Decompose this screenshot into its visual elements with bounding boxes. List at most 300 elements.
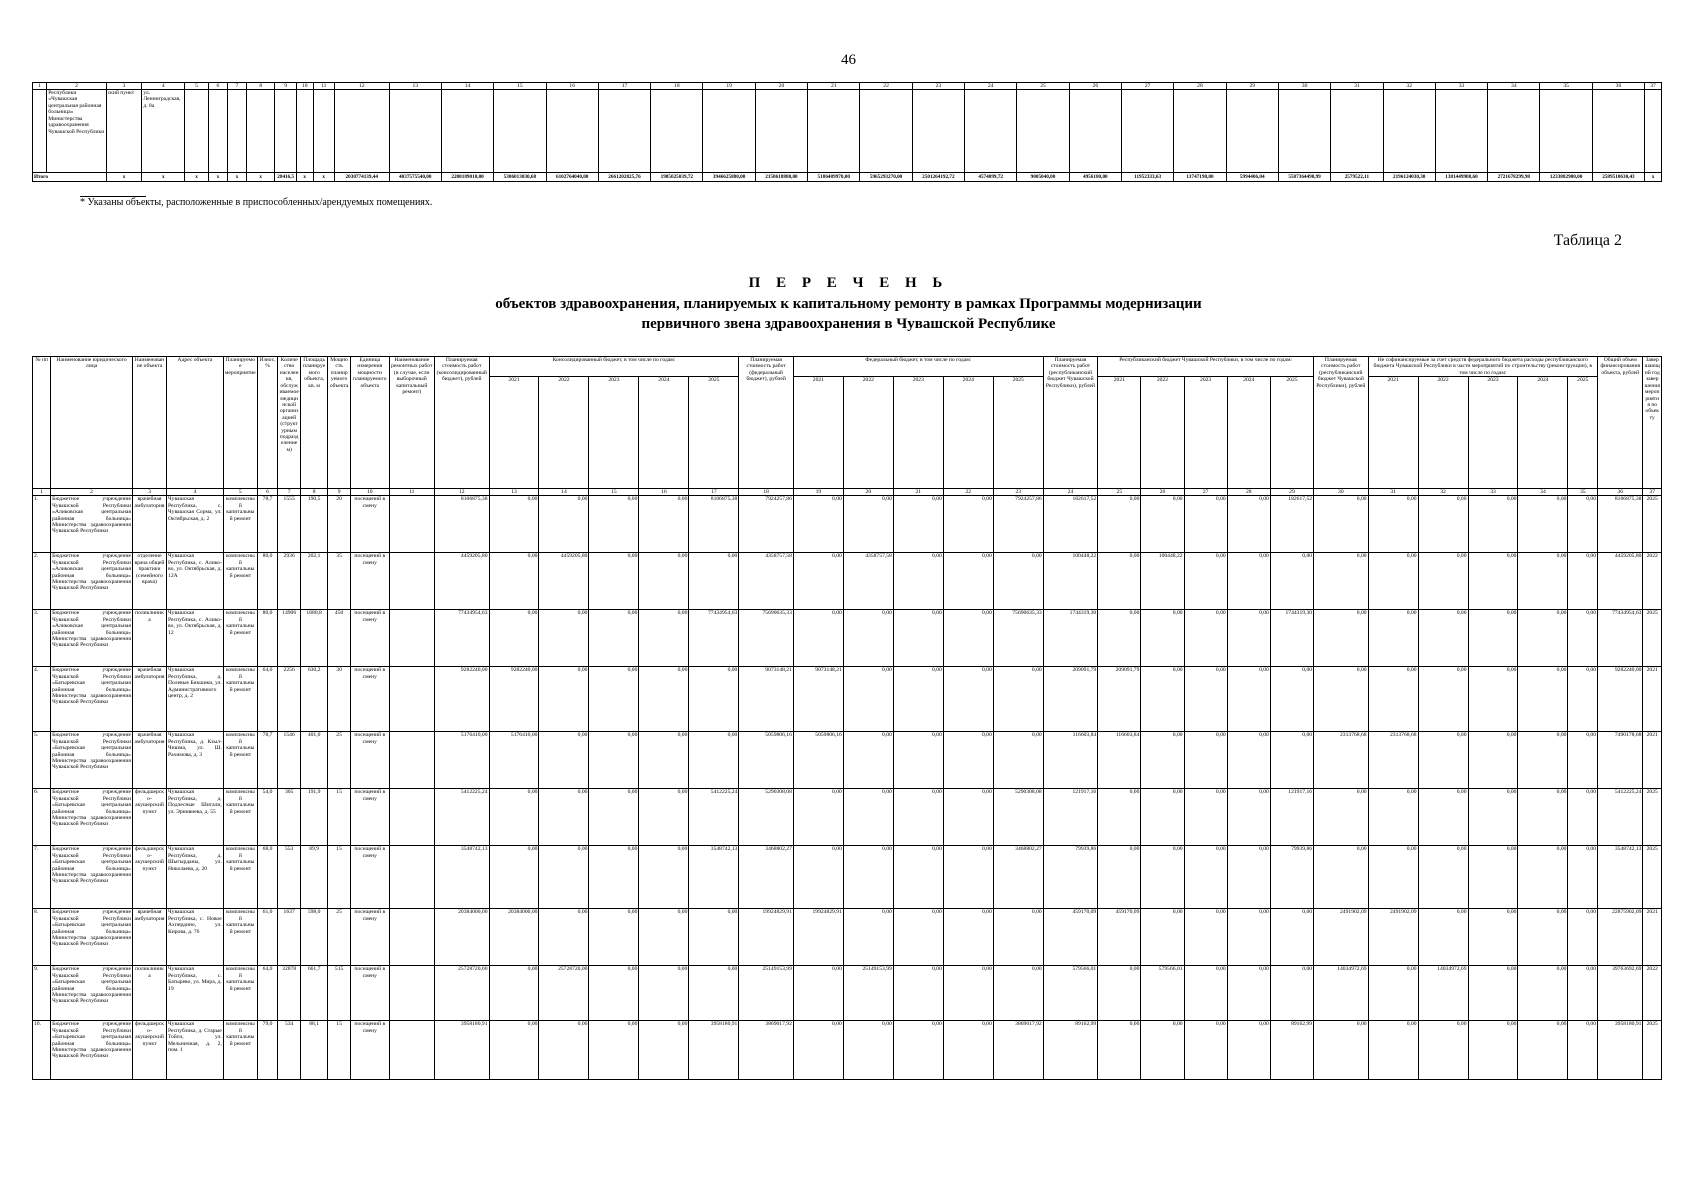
table-cell: 2313768,68: [1314, 732, 1369, 789]
column-number: 5: [223, 489, 257, 496]
column-number: 3: [132, 489, 166, 496]
column-number: 37: [1643, 489, 1662, 496]
table-cell: 0,00: [1518, 846, 1568, 909]
table-cell: 0,00: [589, 732, 639, 789]
total-cell: x: [208, 173, 227, 182]
table-cell: 0,00: [793, 610, 843, 667]
table-cell: 0,00: [1418, 667, 1468, 732]
table-cell: 0,00: [943, 789, 993, 846]
column-number: 10: [296, 83, 313, 90]
table-cell: [185, 90, 209, 173]
table-cell: 0,00: [1184, 732, 1227, 789]
table-cell: 0,00: [639, 553, 689, 610]
table-cell: 0,00: [793, 1021, 843, 1080]
header-group-consolidated: Консолидированный бюджет, в том числе по годам:: [489, 357, 739, 377]
table-cell: 100448,22: [1043, 553, 1098, 610]
table-cell: 0,00: [1518, 966, 1568, 1021]
table-cell: 0,00: [793, 846, 843, 909]
table-cell: 0,00: [539, 496, 589, 553]
table-cell: посещений в смену: [350, 667, 389, 732]
column-number: 14: [539, 489, 589, 496]
table-cell: Бюджетное учреждение Чувашской Республики «Батыревская центральная районная больница» Министерства здравоохранения Чувашской Республики: [51, 909, 133, 966]
table-cell: 0,00: [639, 667, 689, 732]
table-cell: 0,00: [589, 789, 639, 846]
table-cell: 0,00: [1270, 966, 1313, 1021]
table-cell: 459170,09: [1043, 909, 1098, 966]
table-cell: [441, 90, 493, 173]
table-cell: 5176410,00: [434, 732, 489, 789]
table-cell: Бюджетное учреждение Чувашской Республики «Аликовская центральная районная больница» Министерства здравоохранения Чувашской Республики: [51, 553, 133, 610]
table-cell: 0,00: [1184, 1021, 1227, 1080]
header-year-2025: 2025: [1270, 377, 1313, 489]
table-cell: 1744319,30: [1043, 610, 1098, 667]
document-title: П Е Р Е Ч Е Н Ь: [748, 275, 949, 291]
column-number: 31: [1368, 489, 1418, 496]
column-number-row: [33, 83, 1662, 90]
column-number: 21: [808, 83, 860, 90]
table-cell: 0,00: [1270, 553, 1313, 610]
column-number: 33: [1468, 489, 1518, 496]
table-cell: 305: [278, 789, 301, 846]
table-cell: 1546: [278, 732, 301, 789]
table-cell: 0,00: [1568, 553, 1598, 610]
table-cell: [1174, 90, 1226, 173]
table-cell: 64,0: [257, 667, 277, 732]
table-cell: Чувашская Республика, с. Новое Ахпердино, ул. Кирова, д. 76: [167, 909, 224, 966]
table-cell: 75690635,33: [739, 610, 794, 667]
table-cell: 0,00: [539, 846, 589, 909]
table-cell: 2021: [1643, 909, 1662, 966]
total-cell: 1233882980,00: [1540, 173, 1592, 182]
table-cell: фельдшерско-акушерский пункт: [132, 1021, 166, 1080]
header-rep-cost: Планируемая стоимость работ (республиканский бюджет Чувашской Республики), рублей: [1043, 357, 1098, 489]
table-cell: 10.: [33, 1021, 51, 1080]
table-cell: Бюджетное учреждение Чувашской Республики «Аликовская центральная районная больница» Министерства здравоохранения Чувашской Республики: [51, 496, 133, 553]
table-cell: 2025: [1643, 496, 1662, 553]
table-cell: 9.: [33, 966, 51, 1021]
table-cell: 0,00: [1098, 966, 1141, 1021]
column-number: 13: [389, 83, 441, 90]
table-cell: 0,00: [793, 789, 843, 846]
table-cell: 459170,09: [1098, 909, 1141, 966]
table-cell: 3468802,27: [739, 846, 794, 909]
table-cell: 0,00: [639, 610, 689, 667]
table-cell: 0,00: [893, 909, 943, 966]
table-cell: 0,00: [539, 1021, 589, 1080]
table-cell: 0,00: [689, 732, 739, 789]
header-year-2022: 2022: [539, 377, 589, 489]
table-cell: 0,00: [1098, 496, 1141, 553]
column-number: 15: [494, 83, 546, 90]
header-total-funding: Общий объем финансирования объекта, рублей: [1598, 357, 1643, 489]
table-cell: 190,5: [301, 496, 328, 553]
header-year-2021: 2021: [1098, 377, 1141, 489]
table-cell: 8106875,38: [689, 496, 739, 553]
table-cell: 0,00: [993, 909, 1043, 966]
column-number: 19: [793, 489, 843, 496]
table-cell: 5412225,24: [689, 789, 739, 846]
table-cell: 9282240,00: [434, 667, 489, 732]
table-cell: 0,00: [1568, 732, 1598, 789]
table-cell: 39763692,69: [1598, 966, 1643, 1021]
header-year-2022: 2022: [1141, 377, 1184, 489]
table-cell: 0,00: [539, 789, 589, 846]
column-number: 2: [47, 83, 106, 90]
header-capacity-unit: Единица измерения мощности планируемого объекта: [350, 357, 389, 489]
table-cell: Бюджетное учреждение Чувашской Республики «Батыревская центральная районная больница» Министерства здравоохранения Чувашской Республики: [51, 846, 133, 909]
column-number: 29: [1226, 83, 1278, 90]
column-number-row: [33, 489, 1662, 496]
table-cell: 0,00: [589, 909, 639, 966]
column-number: 34: [1488, 83, 1540, 90]
table-cell: 0,00: [843, 496, 893, 553]
table-cell: 5412225,24: [434, 789, 489, 846]
table-cell: 0,00: [893, 789, 943, 846]
column-number: 3: [106, 83, 142, 90]
table-cell: 20384000,00: [434, 909, 489, 966]
table-cell: 0,00: [893, 1021, 943, 1080]
footnote: * Указаны объекты, расположенные в приспособленных/арендуемых помещениях.: [80, 197, 433, 208]
table-cell: 579566,01: [1141, 966, 1184, 1021]
header-year-2023: 2023: [1184, 377, 1227, 489]
document-subtitle-line2: первичного звена здравоохранения в Чувашской Республике: [641, 316, 1056, 332]
table-cell: 64,0: [257, 966, 277, 1021]
table-cell: 0,00: [1368, 966, 1418, 1021]
table-cell: 0,00: [1184, 667, 1227, 732]
column-number: 24: [1043, 489, 1098, 496]
table-cell: 0,00: [1468, 966, 1518, 1021]
table-cell: 2025: [1643, 1021, 1662, 1080]
column-number: 33: [1435, 83, 1487, 90]
table-cell: Чувашская Республика, д. Подлесные Шигали, ул. Эрнивиева, д. 55: [167, 789, 224, 846]
table-cell: 88,1: [301, 1021, 328, 1080]
table-cell: фельдшерско-акушерский пункт: [132, 846, 166, 909]
table-cell: 0,00: [489, 1021, 539, 1080]
table-cell: 0,00: [993, 966, 1043, 1021]
total-cell: 2200189010,00: [441, 173, 493, 182]
table-cell: 0,00: [1314, 789, 1369, 846]
table-cell: 0,00: [793, 553, 843, 610]
table-cell: комплексный капитальный ремонт: [223, 610, 257, 667]
table-cell: 0,00: [489, 496, 539, 553]
table-cell: [389, 732, 434, 789]
table-cell: 0,00: [1227, 846, 1270, 909]
column-number: 20: [843, 489, 893, 496]
total-cell: 2150618880,00: [755, 173, 807, 182]
total-cell: x: [313, 173, 334, 182]
table-cell: 9073148,21: [793, 667, 843, 732]
table-cell: 0,00: [943, 667, 993, 732]
header-year-2021: 2021: [1368, 377, 1418, 489]
total-cell: 2721678299,98: [1488, 173, 1540, 182]
table-cell: 0,00: [1314, 553, 1369, 610]
table-cell: врачебная амбулатория: [132, 667, 166, 732]
total-cell: 11952333,63: [1121, 173, 1173, 182]
table-cell: комплексный капитальный ремонт: [223, 1021, 257, 1080]
table-cell: [1645, 90, 1662, 173]
column-number: 26: [1141, 489, 1184, 496]
table-cell: [1278, 90, 1330, 173]
column-number: 37: [1645, 83, 1662, 90]
table-cell: 0,00: [689, 553, 739, 610]
header-year-2023: 2023: [589, 377, 639, 489]
column-number: 23: [912, 83, 964, 90]
table-cell: 0,00: [1184, 789, 1227, 846]
table-cell: [389, 966, 434, 1021]
column-number: 8: [246, 83, 275, 90]
table-cell: [33, 90, 47, 173]
table-cell: 20384000,00: [489, 909, 539, 966]
table-cell: комплексный капитальный ремонт: [223, 732, 257, 789]
column-number: 4: [142, 83, 185, 90]
header-year-2023: 2023: [893, 377, 943, 489]
table-cell: 77434954,63: [689, 610, 739, 667]
table-cell: Чувашская Республика, с. Алико-во, ул. Октябрьская, д. 12А: [167, 553, 224, 610]
table-cell: комплексный капитальный ремонт: [223, 553, 257, 610]
table-cell: 0,00: [1368, 553, 1418, 610]
table-cell: 0,00: [1270, 732, 1313, 789]
table-cell: 2.: [33, 553, 51, 610]
column-number: 30: [1314, 489, 1369, 496]
table-cell: [1331, 90, 1383, 173]
table-cell: 0,00: [589, 610, 639, 667]
table-cell: 0,00: [843, 610, 893, 667]
table-cell: 0,00: [1468, 610, 1518, 667]
table-cell: 0,00: [843, 789, 893, 846]
table-cell: 0,00: [639, 1021, 689, 1080]
table-cell: Чувашская Республика, с. Алико-во, ул. Октябрьская, д. 12: [167, 610, 224, 667]
total-cell: 5965293270,00: [860, 173, 912, 182]
table-cell: 8.: [33, 909, 51, 966]
table-cell: Бюджетное учреждение Чувашской Республики «Батыревская центральная районная больница» Министерства здравоохранения Чувашской Республики: [51, 667, 133, 732]
table-row: [33, 732, 1662, 789]
table-row: [33, 909, 1662, 966]
column-number: 11: [313, 83, 334, 90]
table-cell: 0,00: [1227, 789, 1270, 846]
column-number: 4: [167, 489, 224, 496]
table-cell: 0,00: [1518, 610, 1568, 667]
table-cell: 75690635,33: [993, 610, 1043, 667]
header-population: Количество населения, обслуживаемое медицинской организацией (структурным подразделением): [278, 357, 301, 489]
table-cell: Чувашская Республика, д. Полевые Бикшики, ул. Административного центр, д. 2: [167, 667, 224, 732]
column-number: 21: [893, 489, 943, 496]
table-cell: 0,00: [1418, 846, 1468, 909]
table-cell: 2025: [1643, 846, 1662, 909]
header-group-federal: Федеральный бюджет, в том числе по годам:: [793, 357, 1043, 377]
table-cell: 0,00: [1518, 553, 1568, 610]
column-number: 18: [651, 83, 703, 90]
table-cell: [1383, 90, 1435, 173]
table-cell: 0,00: [1184, 846, 1227, 909]
table-cell: 0,00: [1368, 667, 1418, 732]
table-cell: 0,00: [1314, 1021, 1369, 1080]
table-cell: 3869017,92: [993, 1021, 1043, 1080]
table-cell: 0,00: [893, 553, 943, 610]
table-cell: поликлиника: [132, 966, 166, 1021]
table-cell: посещений в смену: [350, 553, 389, 610]
table-cell: Чувашская Республика, д. Кзыл-Чишма, ул. Ш. Рахимова, д. 3: [167, 732, 224, 789]
table-cell: 630,2: [301, 667, 328, 732]
table-cell: 0,00: [1227, 732, 1270, 789]
table-cell: 4459205,80: [1598, 553, 1643, 610]
table-cell: Бюджетное учреждение Чувашской Республики «Батыревская центральная районная больница» Министерства здравоохранения Чувашской Республики: [51, 789, 133, 846]
header-repair-works: Наименование ремонтных работ (в случае, если выборочный капитальный ремонт): [389, 357, 434, 489]
header-year-2025: 2025: [689, 377, 739, 489]
table-row: [33, 90, 1662, 173]
table-cell: 0,00: [1141, 667, 1184, 732]
table-cell: [1226, 90, 1278, 173]
table-cell: 0,00: [1518, 909, 1568, 966]
table-cell: Чувашская Республика, с. Батырево, ул. Мира, д. 19: [167, 966, 224, 1021]
table-cell: [389, 909, 434, 966]
column-number: 29: [1270, 489, 1313, 496]
table-cell: 0,00: [489, 846, 539, 909]
table-cell: 0,00: [1270, 909, 1313, 966]
table-cell: 191,9: [301, 789, 328, 846]
table-cell: 116603,84: [1098, 732, 1141, 789]
total-cell: 2661202825,76: [598, 173, 650, 182]
column-number: 12: [434, 489, 489, 496]
table-cell: 0,00: [1368, 846, 1418, 909]
table-cell: [912, 90, 964, 173]
table-cell: 2313768,68: [1368, 732, 1418, 789]
table-cell: 553: [278, 846, 301, 909]
table-cell: 0,00: [1418, 789, 1468, 846]
table-cell: 0,00: [489, 553, 539, 610]
table-cell: 0,00: [589, 496, 639, 553]
table-cell: 0,00: [539, 732, 589, 789]
table-cell: 121917,16: [1043, 789, 1098, 846]
column-number: 7: [227, 83, 246, 90]
header-year-2024: 2024: [639, 377, 689, 489]
table-cell: 15: [328, 789, 351, 846]
table-cell: 0,00: [1568, 966, 1598, 1021]
total-cell: x: [296, 173, 313, 182]
page-number: 46: [841, 52, 856, 68]
total-cell: 4037575540,00: [389, 173, 441, 182]
table-cell: 0,00: [1184, 610, 1227, 667]
table-cell: 0,00: [689, 966, 739, 1021]
table-cell: 0,00: [1141, 732, 1184, 789]
table-cell: [1069, 90, 1121, 173]
table-cell: 0,00: [1184, 909, 1227, 966]
table-cell: 2022: [1643, 966, 1662, 1021]
table-cell: Бюджетное учреждение Чувашской Республики «Батыревская центральная районная больница» Министерства здравоохранения Чувашской Республики: [51, 966, 133, 1021]
table-cell: [598, 90, 650, 173]
table-cell: 54,0: [257, 789, 277, 846]
total-cell: 6102764040,00: [546, 173, 598, 182]
column-number: 26: [1069, 83, 1121, 90]
header-legal-entity: Наименование юридического лица: [51, 357, 133, 489]
table-cell: 0,00: [1468, 846, 1518, 909]
column-number: 12: [334, 83, 389, 90]
total-cell: x: [246, 173, 275, 182]
table-cell: 0,00: [1098, 789, 1141, 846]
column-number: 11: [389, 489, 434, 496]
table-cell: 79939,86: [1043, 846, 1098, 909]
header-year-2024: 2024: [943, 377, 993, 489]
header-object-address: Адрес объекта: [167, 357, 224, 489]
total-cell: x: [106, 173, 142, 182]
table-cell: 0,00: [1098, 846, 1141, 909]
total-cell: x: [227, 173, 246, 182]
table-cell: [389, 846, 434, 909]
column-number: 36: [1598, 489, 1643, 496]
header-year-2021: 2021: [793, 377, 843, 489]
table-cell: 0,00: [893, 966, 943, 1021]
total-cell: 1985025039,72: [651, 173, 703, 182]
table-cell: 0,00: [1568, 610, 1598, 667]
column-number: 13: [489, 489, 539, 496]
table-cell: 79939,86: [1270, 846, 1313, 909]
total-cell: Итого: [33, 173, 107, 182]
table-cell: 0,00: [1368, 496, 1418, 553]
column-number: 32: [1383, 83, 1435, 90]
table-cell: 121917,16: [1270, 789, 1313, 846]
column-number: 10: [350, 489, 389, 496]
table-cell: 9282240,00: [489, 667, 539, 732]
table-cell: 0,00: [1468, 732, 1518, 789]
table-cell: 0,00: [1098, 553, 1141, 610]
table-cell: 0,00: [1468, 909, 1518, 966]
table-cell: 19924829,91: [793, 909, 843, 966]
table-cell: [1121, 90, 1173, 173]
table-cell: [296, 90, 313, 173]
table-cell: Бюджетное учреждение Чувашской Республики «Батыревская центральная районная больница» Министерства здравоохранения Чувашской Республики: [51, 732, 133, 789]
table-cell: 0,00: [943, 909, 993, 966]
table-cell: 0,00: [1568, 789, 1598, 846]
table-cell: 0,00: [1468, 496, 1518, 553]
table-cell: [389, 553, 434, 610]
table-cell: комплексный капитальный ремонт: [223, 846, 257, 909]
table-cell: 182617,52: [1043, 496, 1098, 553]
table-cell: комплексный капитальный ремонт: [223, 496, 257, 553]
table-cell: 25149153,99: [739, 966, 794, 1021]
table-cell: 2025: [1643, 610, 1662, 667]
column-number: 16: [639, 489, 689, 496]
table-row: [33, 496, 1662, 553]
table-cell: 32878: [278, 966, 301, 1021]
table-cell: 0,00: [1568, 667, 1598, 732]
table-cell: 0,00: [843, 846, 893, 909]
table-cell: 68,0: [257, 846, 277, 909]
column-number: 35: [1540, 83, 1592, 90]
table-cell: Бюджетное учреждение Чувашской Республики «Аликовская центральная районная больница» Министерства здравоохранения Чувашской Республики: [51, 610, 133, 667]
table-cell: 202,1: [301, 553, 328, 610]
header-object-name: Наименование объекта: [132, 357, 166, 489]
total-cell: x: [1645, 173, 1662, 182]
column-number: 2: [51, 489, 133, 496]
table-cell: отделение врача общей практики (семейного врача): [132, 553, 166, 610]
table-cell: 100448,22: [1141, 553, 1184, 610]
table-cell: 0,00: [589, 553, 639, 610]
table-cell: 0,00: [1141, 789, 1184, 846]
table-cell: 0,00: [639, 846, 689, 909]
table-cell: [389, 496, 434, 553]
header-year-2022: 2022: [843, 377, 893, 489]
table-cell: 0,00: [1184, 496, 1227, 553]
table-cell: 9073148,21: [739, 667, 794, 732]
table-cell: 0,00: [1314, 610, 1369, 667]
table-cell: 8106875,38: [1598, 496, 1643, 553]
table-cell: 0,00: [843, 1021, 893, 1080]
table-cell: 7924257,86: [993, 496, 1043, 553]
total-cell: 4574099,72: [965, 173, 1017, 182]
table-cell: [546, 90, 598, 173]
table-cell: 0,00: [689, 667, 739, 732]
table-cell: Бюджетное учреждение Чувашской Республики «Батыревская центральная районная больница» Министерства здравоохранения Чувашской Республики: [51, 1021, 133, 1080]
table-cell: 0,00: [1518, 1021, 1568, 1080]
